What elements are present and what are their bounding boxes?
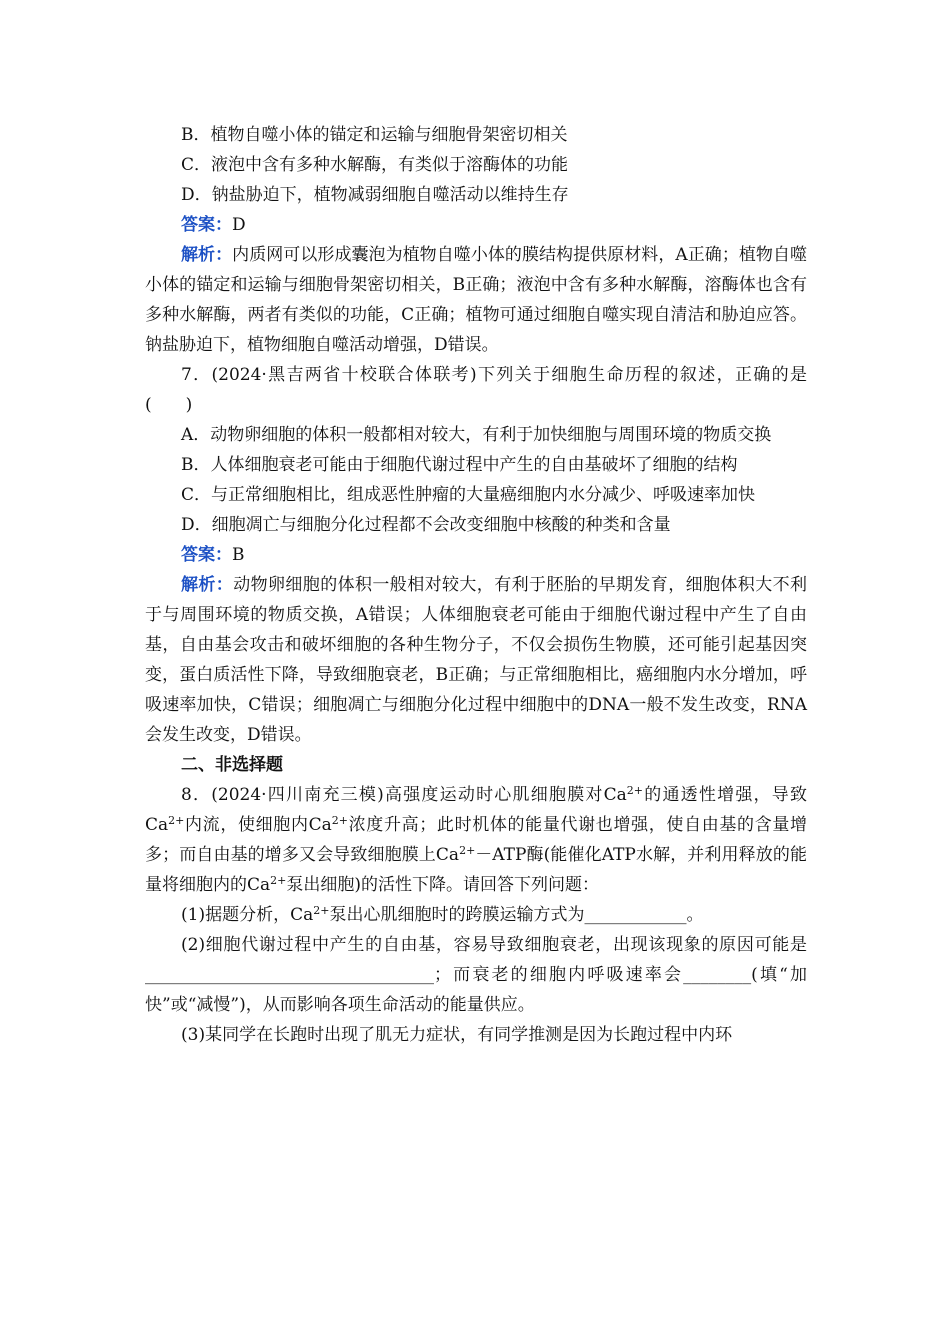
q7-option-c: C．与正常细胞相比，组成恶性肿瘤的大量癌细胞内水分减少、呼吸速率加快 (181, 485, 756, 505)
answer-value: B (232, 545, 245, 565)
q6-option-c: C．液泡中含有多种水解酶，有类似于溶酶体的功能 (181, 155, 569, 175)
q6-option-d: D．钠盐胁迫下，植物减弱细胞自噬活动以维持生存 (181, 185, 569, 205)
q7-stem: 7．(2024·黑吉两省十校联合体联考)下列关于细胞生命历程的叙述，正确的是( ) (145, 365, 807, 415)
q7-answer (145, 540, 807, 570)
q8-stem: 8．(2024·四川南充三模)高强度运动时心肌细胞膜对$Ca^{2+}$的通透性增强，导致$Ca^{2+}$内流，使细胞内$Ca^{2+}$浓度升高；此时机体的能量代谢也增强，使自由基的含量增多；而自由基的增多又会导致细胞膜上$Ca^{2+}-ATP$酶(能催化ATP水解，并利用释放的能量将细胞内的$Ca^{2+}$泵出细胞)的活性下降。请回答下列问题： (145, 784, 808, 895)
q8-sub-question-1: (1)据题分析，$Ca^{2+}$泵出心肌细胞时的跨膜运输方式为____________。 (181, 904, 704, 925)
q7-option-d: D．细胞凋亡与细胞分化过程都不会改变细胞中核酸的种类和含量 (181, 515, 671, 535)
q8-sub-question-2: (2)细胞代谢过程中产生的自由基，容易导致细胞衰老，出现该现象的原因可能是__________________________________；而衰老的细胞内呼吸速率会________(填“加快”或“减慢”)，从而影响各项生命活动的能量供应。 (145, 935, 807, 1015)
q6-option-b: B．植物自噬小体的锚定和运输与细胞骨架密切相关 (181, 125, 568, 145)
q7-analysis (145, 570, 807, 750)
analysis-text: 内质网可以形成囊泡为植物自噬小体的膜结构提供原材料，A正确；植物自噬小体的锚定和运输与细胞骨架密切相关，B正确；液泡中含有多种水解酶，溶酶体也含有多种水解酶，两者有类似的功能，C正确；植物可通过细胞自噬实现自清洁和胁迫应答。钠盐胁迫下，植物细胞自噬活动增强，D错误。 (145, 245, 808, 355)
analysis-text: 动物卵细胞的体积一般相对较大，有利于胚胎的早期发育，细胞体积大不利于与周围环境的物质交换，A错误；人体细胞衰老可能由于细胞代谢过程中产生了自由基，自由基会攻击和破坏细胞的各种生物分子，不仅会损伤生物膜，还可能引起基因突变，蛋白质活性下降，导致细胞衰老，B正确；与正常细胞相比，癌细胞内水分增加，呼吸速率加快，C错误；细胞凋亡与细胞分化过程中细胞中的DNA一般不发生改变，RNA会发生改变，D错误。 (145, 575, 808, 745)
q7-option-a: A．动物卵细胞的体积一般都相对较大，有利于加快细胞与周围环境的物质交换 (181, 425, 772, 445)
q7-option-b: B．人体细胞衰老可能由于细胞代谢过程中产生的自由基破坏了细胞的结构 (181, 455, 738, 475)
analysis-label: 解析： (181, 575, 234, 595)
q6-analysis (145, 240, 807, 360)
section-title: 二、非选择题 (181, 755, 283, 775)
answer-label: 答案： (181, 545, 232, 565)
answer-value: D (232, 215, 246, 235)
analysis-label: 解析： (181, 245, 233, 265)
q6-answer (145, 210, 807, 240)
answer-label: 答案： (181, 215, 232, 235)
page-content (145, 120, 807, 1050)
q8-sub-question-3: (3)某同学在长跑时出现了肌无力症状，有同学推测是因为长跑过程中内环 (181, 1025, 733, 1045)
